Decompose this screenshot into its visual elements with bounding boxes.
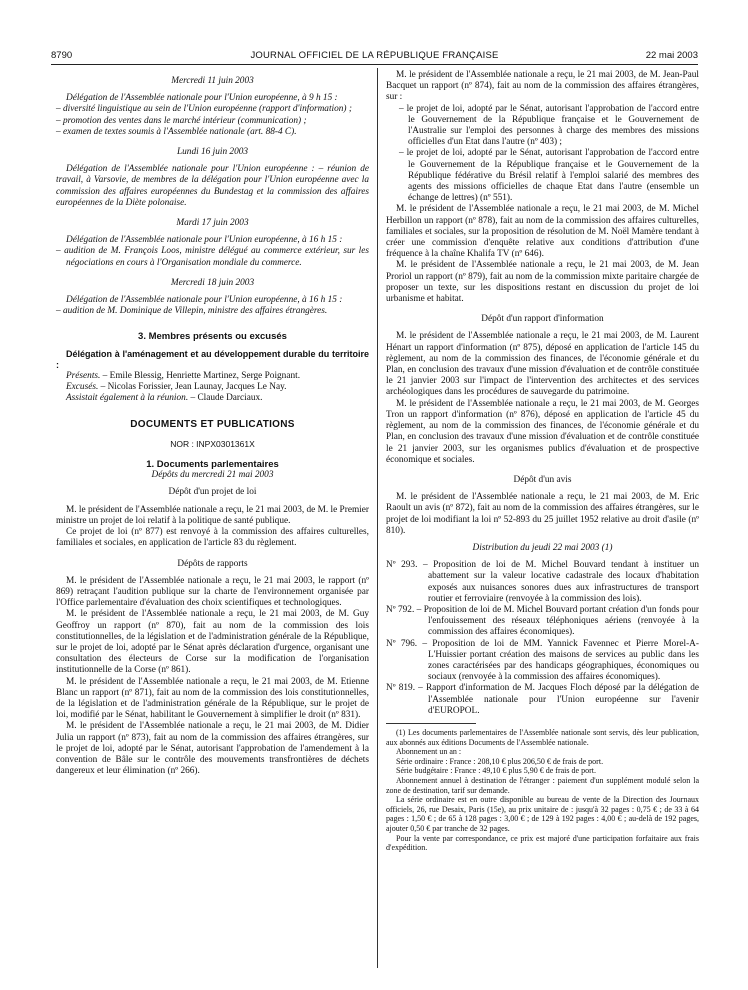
list-item: – le projet de loi, adopté par le Sénat, autorisant l'approbation de l'accord entre le Gouvernement de la République française et le Gouvernement de la République fédérative du Brésil relatif à l'emploi salarié des membres des agents des missions officielles de chaque Etat dans l'autre (ensemble un échange de lettres) (nº 551). <box>399 148 699 204</box>
column-divider <box>377 68 378 968</box>
documents-heading: DOCUMENTS ET PUBLICATIONS <box>130 418 295 430</box>
distribution-item: Nº 293. – Proposition de loi de M. Michel Bouvard tendant à instituer un abattement sur la valeur locative cadastrale des locaux d'habitation exposés aux nuisances sonores dues aux infrastructures de transport routier et ferroviaire (renvoyée à la commission des lois). <box>386 560 699 604</box>
footnote-text: Série budgétaire : France : 49,10 € plus 5,90 € de frais de port. <box>396 766 596 776</box>
excused-names: – Nicolas Forissier, Jean Launay, Jacques Le Nay. <box>98 382 287 393</box>
subsection-heading: Dépôt d'un rapport d'information <box>481 314 604 325</box>
paragraph: M. le président de l'Assemblée nationale a reçu, le 21 mai 2003, le rapport (nº 869) retraçant l'audition publique sur la charte de l'environnement organisée par l'Office parlementaire d'évaluation des choix scientifiques et technologiques. <box>56 575 369 609</box>
distribution-item: Nº 819. – Rapport d'information de M. Jacques Floch déposé par la délégation de l'Assemblée nationale pour l'Union européenne sur l'avenir d'EUROPOL. <box>386 683 699 716</box>
agenda-item: – promotion des ventes dans le marché intérieur (communication) ; <box>56 115 307 126</box>
footnote-rule <box>386 723 476 724</box>
present-names: – Emile Blessig, Henriette Martinez, Serge Poignant. <box>100 371 301 382</box>
footnote-text: La série ordinaire est en outre disponible au bureau de vente de la Direction des Journaux officiels, 26, rue Desaix, Paris (15e), au prix unitaire de : jusqu'à 32 pages : 0,75 € ; de 33 à 64 pages : 1,50 € ; de 65 à 128 pages : 3,00 € ; de 129 à 192 pages : 4,00 € ; au-delà de 192 pages, ajouter 0,50 € par tranche de 32 pages. <box>386 795 699 833</box>
page-header <box>51 50 698 64</box>
footnote-text: (1) Les documents parlementaires de l'Assemblée nationale sont servis, dès leur publication, aux abonnés aux éditions Documents de l'Assemblée nationale. <box>386 727 699 747</box>
paragraph: M. le président de l'Assemblée nationale a reçu, le 21 mai 2003, de M. Etienne Blanc un rapport (nº 871), fait au nom de la commission des lois constitutionnelles, de la législation et de l'administration générale de la République, sur le projet de loi, modifié par le Sénat, habilitant le Gouvernement à simplifier le droit (nº 831). <box>56 676 369 721</box>
attendance-present <box>56 371 369 382</box>
distribution-item: Nº 792. – Proposition de loi de M. Michel Bouvard portant création d'un fonds pour l'enfouissement des réseaux téléphoniques aériens (renvoyée à la commission des affaires économiques). <box>386 604 699 638</box>
paragraph: M. le président de l'Assemblée nationale a reçu, le 21 mai 2003, de M. Eric Raoult un avis (nº 872), fait au nom de la commission des affaires étrangères, sur le projet de loi modifiant la loi nº 52-893 du 25 juillet 1952 relative au droit d'asile (nº 810). <box>386 492 699 536</box>
paragraph: M. le président de l'Assemblée nationale a reçu, le 21 mai 2003, de M. Didier Julia un rapport (nº 873), fait au nom de la commission des affaires étrangères, sur le projet de loi, adopté par le Sénat, autorisant l'approbation de l'amendement à la convention de Bâle sur le contrôle des mouvements transfrontières de déchets dangereux et leur élimination (nº 266). <box>56 721 369 777</box>
subsection-heading: Dépôts de rapports <box>177 558 248 569</box>
day-heading: Mardi 17 juin 2003 <box>176 218 249 229</box>
committee-name: Délégation à l'aménagement et au développement durable du territoire : <box>56 348 369 370</box>
assist-names: – Claude Darciaux. <box>188 393 263 404</box>
footnote <box>386 728 699 853</box>
paragraph: M. le président de l'Assemblée nationale a reçu, le 21 mai 2003, de M. Laurent Hénart un rapport d'information (nº 875), déposé en application de l'article 145 du règlement, au nom de la commission des finances, de l'économie générale et du Plan, en conclusion des travaux d'une mission d'évaluation et de contrôle constituée le 21 janvier 2003 sur l'impact de l'intervention des architectes et des services archéologiques dans les procédures de sauvegarde du patrimoine. <box>386 331 699 398</box>
agenda-item: – audition de M. Dominique de Villepin, ministre des affaires étrangères. <box>56 306 328 317</box>
agenda-item: – examen de textes soumis à l'Assemblée nationale (art. 88-4 C). <box>56 126 297 137</box>
paragraph: M. le président de l'Assemblée nationale a reçu, le 21 mai 2003, de M. Michel Herbillon un rapport (nº 878), fait au nom de la commission des affaires culturelles, familiales et sociales, sur la proposition de résolution de M. Noël Mamère tendant à créer une commission d'enquête relative aux conditions d'attribution d'une fréquence à la chaîne Khalifa TV (nº 646). <box>386 204 699 260</box>
day-heading: Mercredi 18 juin 2003 <box>170 277 255 288</box>
meeting-text: Délégation de l'Assemblée nationale pour l'Union européenne : – réunion de travail, à Varsovie, de membres de la délégation pour l'Union européenne avec la commission des affaires européennes du Bundestag et la commission des affaires européennes de la Diète polonaise. <box>56 164 369 208</box>
excused-label: Excusés. <box>66 382 99 393</box>
day-heading: Lundi 16 juin 2003 <box>176 147 249 158</box>
agenda-item: – diversité linguistique au sein de l'Union européenne (rapport d'information) ; <box>56 104 352 115</box>
list-item: – le projet de loi, adopté par le Sénat, autorisant l'approbation de l'accord entre le Gouvernement de la République française et le Gouvernement de l'Australie sur l'emploi des personnes à charge des membres des missions officielles d'un Etat dans l'autre (nº 403) ; <box>399 103 699 148</box>
meeting-intro: Délégation de l'Assemblée nationale pour l'Union européenne, à 9 h 15 : <box>66 93 338 104</box>
footnote-text: Série ordinaire : France : 208,10 € plus 206,50 € de frais de port. <box>396 756 604 766</box>
subsection-heading: Dépôt d'un projet de loi <box>168 487 257 498</box>
paragraph: Ce projet de loi (nº 877) est renvoyé à la commission des affaires culturelles, familiales et sociales, en application de l'article 83 du règlement. <box>56 527 369 549</box>
day-heading: Mercredi 11 juin 2003 <box>171 76 254 86</box>
attendance-assist <box>56 393 369 404</box>
paragraph: M. le président de l'Assemblée nationale a reçu, le 21 mai 2003, de M. Georges Tron un rapport d'information (nº 876), déposé en application de l'article 45 du règlement, au nom de la commission des finances, de l'économie générale et du Plan, en conclusion des travaux d'une mission d'évaluation et de contrôle constituée le 21 janvier 2003, sur les organismes publics d'évaluation et de prospective économique et sociales. <box>386 398 699 465</box>
section-heading: 3. Membres présents ou excusés <box>138 331 287 343</box>
assist-label: Assistait également à la réunion. <box>66 393 189 404</box>
page-number: 8790 <box>51 50 73 61</box>
distribution-heading: Distribution du jeudi 22 mai 2003 (1) <box>472 542 613 553</box>
paragraph: M. le président de l'Assemblée nationale a reçu, le 21 mai 2003, de M. Jean-Paul Bacquet un rapport (nº 874), fait au nom de la commission des affaires étrangères, sur : <box>386 70 699 103</box>
footnote-text: Pour la vente par correspondance, ce prix est majoré d'une participation forfaitaire aux frais d'expédition. <box>386 833 699 853</box>
section-heading: 1. Documents parlementaires <box>146 459 279 471</box>
meeting-intro: Délégation de l'Assemblée nationale pour l'Union européenne, à 16 h 15 : <box>66 295 343 306</box>
header-rule <box>51 64 698 65</box>
distribution-item: Nº 796. – Proposition de loi de MM. Yannick Favennec et Pierre Morel-A-L'Huissier portant création des maisons de services au public dans les zones caractérisées par des handicaps géographiques, économiques ou sociaux (renvoyée à la commission des affaires économiques). <box>386 638 699 683</box>
nor-reference: NOR : INPX0301361X <box>170 438 255 449</box>
agenda-item: – audition de M. François Loos, ministre délégué au commerce extérieur, sur les négociations en cours à l'Organisation mondiale du commerce. <box>56 246 369 268</box>
depots-date: Dépôts du mercredi 21 mai 2003 <box>151 470 274 481</box>
paragraph: M. le président de l'Assemblée nationale a reçu, le 21 mai 2003, de M. Jean Proriol un rapport (nº 879), fait au nom de la commission mixte paritaire chargée de proposer un texte, sur les dispositions restant en discussion du projet de loi urbanisme et habitat. <box>386 260 699 305</box>
attendance-excused <box>56 382 369 393</box>
journal-title: JOURNAL OFFICIEL DE LA RÉPUBLIQUE FRANÇAISE <box>250 50 499 61</box>
subsection-heading: Dépôt d'un avis <box>513 474 572 485</box>
footnote-text: Abonnement un an : <box>396 747 462 757</box>
meeting-intro: Délégation de l'Assemblée nationale pour l'Union européenne, à 16 h 15 : <box>66 235 343 246</box>
left-column <box>56 70 369 777</box>
paragraph: M. le président de l'Assemblée nationale a reçu, le 21 mai 2003, de M. le Premier ministre un projet de loi relatif à la politique de santé publique. <box>56 504 369 526</box>
present-label: Présents. <box>66 371 101 382</box>
paragraph: M. le président de l'Assemblée nationale a reçu, le 21 mai 2003, de M. Guy Geoffroy un rapport (nº 870), fait au nom de la commission des lois constitutionnelles, de la législation et de l'administration générale de la République, sur le projet de loi, adopté par le Sénat après déclaration d'urgence, organisant une consultation des électeurs de Corse sur la modification de l'organisation institutionnelle de la Corse (nº 861). <box>56 609 369 676</box>
issue-date: 22 mai 2003 <box>645 50 698 61</box>
footnote-text: Abonnement annuel à destination de l'étranger : paiement d'un supplément modulé selon la zone de destination, tarif sur demande. <box>386 775 699 795</box>
right-column <box>386 70 699 853</box>
